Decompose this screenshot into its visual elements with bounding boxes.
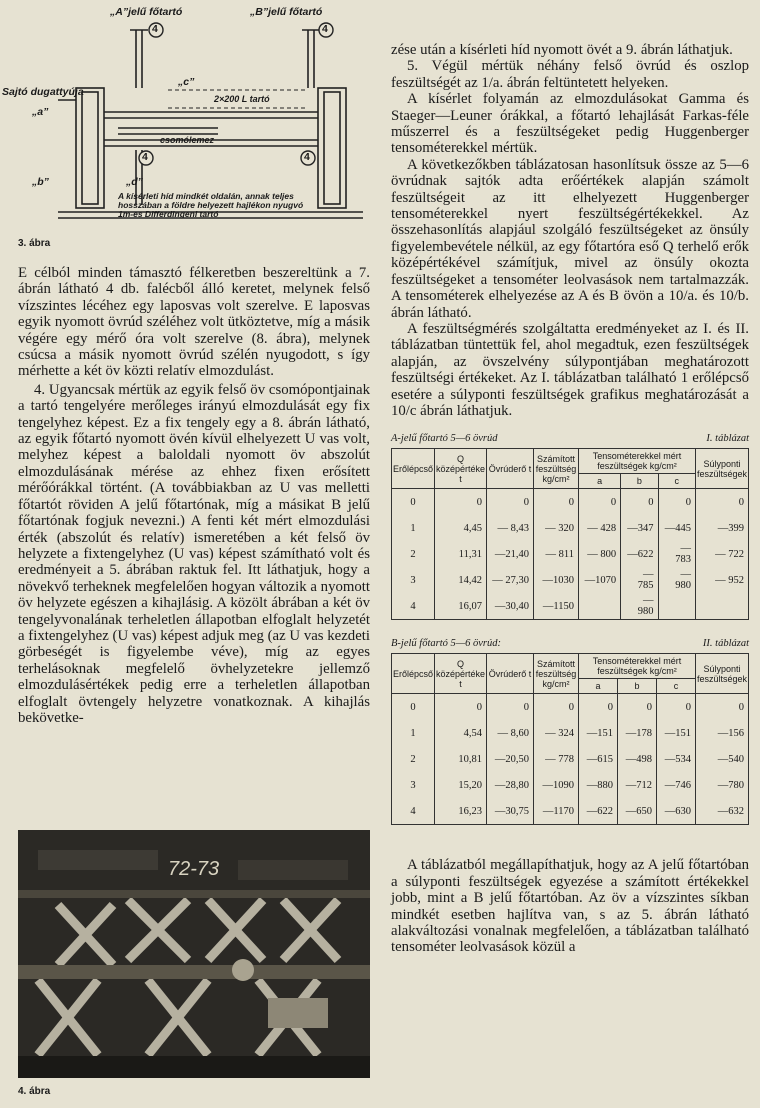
table-cell: — 952 <box>695 567 748 593</box>
table-2-header-calc: Számított feszültség kg/cm² <box>534 654 579 694</box>
table-cell: —622 <box>621 541 658 567</box>
table-cell: 0 <box>435 694 487 721</box>
table-cell: 0 <box>435 489 487 516</box>
table-cell: 0 <box>695 489 748 516</box>
table-2-header-a: a <box>579 679 618 694</box>
tartoval-label: 2×200 L tartó <box>214 94 270 104</box>
table-1-header-q: Q középértéke t <box>435 449 487 489</box>
table-cell: —30,75 <box>487 798 534 825</box>
table-cell: —746 <box>656 772 695 798</box>
table-2-body <box>392 694 749 825</box>
table-cell: — 27,30 <box>487 567 534 593</box>
table-1 <box>391 448 749 620</box>
table-row <box>392 489 749 516</box>
right-paragraph-3: A kísérlet folyamán az elmozdulásokat Gamma és Staeger—Leuner órákkal, a főtartó lehajlását Farkas-féle műszerrel és a feszültségeket pedig Huggenberger tensométerekkel mértük. <box>391 91 749 157</box>
csomolemez-label: csomólemez <box>160 135 215 145</box>
table-cell: 0 <box>621 489 658 516</box>
table-cell: 1 <box>392 515 435 541</box>
table-cell: 4 <box>392 798 435 825</box>
table-cell: 3 <box>392 772 435 798</box>
left-paragraph-2: 4. Ugyancsak mértük az egyik felső öv csomópontjainak a tartó tengelyére merőleges irányú elmozdulását egy fix tengelyhez képest. Ez a fix tengely egy a 8. ábrán látható, az egyik főtartó nyomott övén kívül elhelyezett U vas volt, melyhez képest a baloldali nyomott öv abszolút elmozdulásának mérése az ehhez fixen erősített mérőórákkal történt. (A továbbiakban az U vas melletti főtartót röviden A jelű főtartónak, míg a másikat B jelű főtartónak fogjuk nevezni.) A fenti két mért elmozdulási érték (abszolút és relatív) ismeretében a két felső öv helyzete a fixtengelyhez (U vas) képest számítható volt és eredményeit a 5. ábrában raktuk fel. Itt láthatjuk, hogy a növekvő terheknek megfelelően hogyan változik a nyomott öv helyzete egészen a kihajlásig. A közölt ábrában a két öv tengelyvonalának terheletlen állapotban elfoglalt helyzetét a fixtengelyhez (U vas) képest adjuk meg (az U vas kezdeti görbeségét is figyelembe véve), míg az egyes terhelásoknak megfelelő övhelyzetekre jellemző elmozdulásértékek pedig erre a terheletlen állapotban elfoglalt övtengely helyzetre vonatkoznak. A kihajlás bekövetke- <box>18 381 370 726</box>
label-c: „c” <box>178 76 195 88</box>
table-1-header-a: a <box>579 474 621 489</box>
table-cell: —632 <box>695 798 748 825</box>
table-cell: 4,54 <box>435 720 487 746</box>
table-cell: —1070 <box>579 567 621 593</box>
table-cell: —540 <box>695 746 748 772</box>
table-cell: — 980 <box>621 593 658 620</box>
table-1-header-c: c <box>658 474 695 489</box>
table-cell: —780 <box>695 772 748 798</box>
table-cell: 0 <box>487 489 534 516</box>
table-cell: 0 <box>695 694 748 721</box>
b-beam-label: „B”jelű főtartó <box>250 6 323 18</box>
table-cell: —630 <box>656 798 695 825</box>
table-cell: —30,40 <box>487 593 534 620</box>
table-cell: —880 <box>579 772 618 798</box>
table-cell: — 428 <box>579 515 621 541</box>
table-cell: 0 <box>658 489 695 516</box>
table-cell: 2 <box>392 746 435 772</box>
table-cell: —151 <box>579 720 618 746</box>
table-cell: —498 <box>618 746 657 772</box>
table-cell: —445 <box>658 515 695 541</box>
table-cell: 0 <box>487 694 534 721</box>
table-cell: 3 <box>392 567 435 593</box>
right-paragraph-4: A következőkben táblázatosan hasonlítsuk össze az 5—6 övrúdnak sajtók adta erőértékek alapján számolt feszültségeit az itt elhelyezett Huggenberger tensométerekkel nyert feszültségértékekkel. Az összehasonlítás alapjául szolgáló feszültségeket az önsúly figyelembevétele nélkül, az egy főtartóra eső Q terhelő erők középértékével számítjuk, mivel az önsúly okozta feszültségeket a tensométer leolvasások nem tartalmazzák. A tensométerek elhelyezése az A és B övön a 10/a. és 10/b. ábrán látható. <box>391 156 749 321</box>
table-cell: — 8,60 <box>487 720 534 746</box>
right-column <box>391 0 749 956</box>
table-1-caption <box>391 433 749 444</box>
label-d: „d” <box>126 176 143 188</box>
table-cell: —21,40 <box>487 541 534 567</box>
table-cell: 0 <box>656 694 695 721</box>
figure-4-caption: 4. ábra <box>18 1086 51 1097</box>
circle-4-label-1: 4 <box>152 23 158 35</box>
table-cell: — 785 <box>621 567 658 593</box>
table-cell: — 980 <box>658 567 695 593</box>
table-cell: —615 <box>579 746 618 772</box>
table-cell <box>658 593 695 620</box>
table-cell: 1 <box>392 720 435 746</box>
left-paragraph-1: E célból minden támasztó félkeretben beszereltünk a 7. ábrán látható 4 db. falécből álló keretet, melynek felső vízszintes lécéhez egy laposvas volt szerelve. E laposvas egyik nyomott övrúd széléhez volt ütköztetve, míg a másik végére egy mérő óra volt szerelve (8. ábra), melynek csúcsa a másik nyomott övrúd szélén nyugodott, s így mérhette a két öv közti relatív elmozdulást. <box>18 265 370 380</box>
table-row <box>392 772 749 798</box>
table-1-header-b: b <box>621 474 658 489</box>
table-2-header-tenso: Tensométerekkel mért feszültségek kg/cm² <box>579 654 696 679</box>
table-2-number: II. táblázat <box>702 638 749 650</box>
a-beam-label: „A”jelű főtartó <box>110 6 183 18</box>
table-1-header-step: Erőlépcső <box>392 449 435 489</box>
right-paragraph-2: 5. Végül mértük néhány felső övrúd és oszlop feszültségét az 1/a. ábrán feltüntetett helyeken. <box>391 58 749 91</box>
table-cell: 0 <box>534 694 579 721</box>
table-1-header-force: Övrúderő t <box>487 449 534 489</box>
table-cell: — 320 <box>534 515 579 541</box>
table-cell: —1030 <box>534 567 579 593</box>
figure-3-diagram <box>2 0 378 255</box>
table-cell: —1150 <box>534 593 579 620</box>
table-1-body <box>392 489 749 620</box>
table-cell: — 324 <box>534 720 579 746</box>
table-cell: 15,20 <box>435 772 487 798</box>
table-row <box>392 720 749 746</box>
table-row <box>392 593 749 620</box>
table-cell: 11,31 <box>435 541 487 567</box>
table-cell: — 800 <box>579 541 621 567</box>
label-a: „a” <box>32 106 49 118</box>
table-cell: 16,07 <box>435 593 487 620</box>
table-cell: —347 <box>621 515 658 541</box>
table-cell: — 811 <box>534 541 579 567</box>
note-label: A kísérleti híd mindkét oldalán, annak teljes hosszában a földre helyezett hajlékon nyugvó 1m-es Differdingeni tartó <box>118 191 304 219</box>
table-cell: —1090 <box>534 772 579 798</box>
table-1-header-tenso: Tensométerekkel mért feszültségek kg/cm² <box>579 449 696 474</box>
table-cell: —178 <box>618 720 657 746</box>
table-cell: 0 <box>579 694 618 721</box>
table-2-header-step: Erőlépcső <box>392 654 435 694</box>
chalk-mark: 72-73 <box>168 858 220 880</box>
table-cell: —399 <box>695 515 748 541</box>
table-cell: —534 <box>656 746 695 772</box>
circle-4-label-4: 4 <box>304 151 310 163</box>
table-cell: — 8,43 <box>487 515 534 541</box>
right-paragraph-final: A táblázatból megállapíthatjuk, hogy az A jelű főtartóban a súlyponti feszültségek egyezése a számított értékekkel jobb, mint a B jelű főtartóban. Az öv a vízszintes síkban mindkét esetben hajlítva van, s az 5. ábrán látható alakváltozási vonalnak megfelelően, a táblázatban található tensométer leolvasások közül a <box>391 857 749 956</box>
table-row <box>392 798 749 825</box>
right-paragraph-1: zése után a kísérleti híd nyomott övét a 9. ábrán láthatjuk. <box>391 42 733 58</box>
table-2-header-b: b <box>618 679 657 694</box>
table-cell: 0 <box>579 489 621 516</box>
table-row <box>392 515 749 541</box>
table-cell: 0 <box>392 694 435 721</box>
table-cell <box>579 593 621 620</box>
table-cell: —151 <box>656 720 695 746</box>
table-cell: —712 <box>618 772 657 798</box>
table-cell: —28,80 <box>487 772 534 798</box>
table-cell: — 778 <box>534 746 579 772</box>
table-cell: —650 <box>618 798 657 825</box>
table-cell: 0 <box>392 489 435 516</box>
label-b: „b” <box>32 176 49 188</box>
table-2-header-c: c <box>656 679 695 694</box>
table-2-header-force: Övrúderő t <box>487 654 534 694</box>
left-column <box>2 0 370 726</box>
table-1-title: A-jelű főtartó 5—6 övrúd <box>391 433 498 445</box>
table-row <box>392 746 749 772</box>
table-2-header-centroid: Súlyponti feszültségek <box>695 654 748 694</box>
table-cell: 14,42 <box>435 567 487 593</box>
table-cell: — 783 <box>658 541 695 567</box>
table-cell: 0 <box>534 489 579 516</box>
table-cell: 4,45 <box>435 515 487 541</box>
table-cell: 16,23 <box>435 798 487 825</box>
right-paragraph-5: A feszültségmérés szolgáltatta eredményeket az I. és II. táblázatban tüntettük fel, ahol megadtuk, ezen feszültségek alapján, az övszelvény súlypontjában meghatározott feszültségi értékeket. Az I. táblázatban található 1 erőlépcső esetére a súlyponti feszültségek grafikus meghatározását a 10/c ábrán láthatjuk. <box>391 320 749 419</box>
table-cell: —20,50 <box>487 746 534 772</box>
table-1-number: I. táblázat <box>706 433 749 445</box>
table-2 <box>391 653 749 825</box>
table-cell: 10,81 <box>435 746 487 772</box>
figure-3-caption: 3. ábra <box>18 238 51 249</box>
table-cell: 2 <box>392 541 435 567</box>
table-cell: —156 <box>695 720 748 746</box>
table-2-title: B-jelű főtartó 5—6 övrúd: <box>391 638 501 650</box>
table-cell: — 722 <box>695 541 748 567</box>
press-label: Sajtó dugattyúja <box>2 86 84 98</box>
table-cell: 4 <box>392 593 435 620</box>
table-1-header-calc: Számított feszültség kg/cm² <box>534 449 579 489</box>
table-1-header-centroid: Súlyponti feszültségek <box>695 449 748 489</box>
table-cell: —622 <box>579 798 618 825</box>
table-cell <box>695 593 748 620</box>
table-row <box>392 694 749 721</box>
table-row <box>392 567 749 593</box>
table-row <box>392 541 749 567</box>
table-cell: 0 <box>618 694 657 721</box>
table-2-header-q: Q középértéke t <box>435 654 487 694</box>
figure-4-photo <box>18 830 370 1078</box>
circle-4-label-3: 4 <box>142 151 148 163</box>
table-2-caption <box>391 638 749 649</box>
table-cell: —1170 <box>534 798 579 825</box>
circle-4-label-2: 4 <box>322 23 328 35</box>
